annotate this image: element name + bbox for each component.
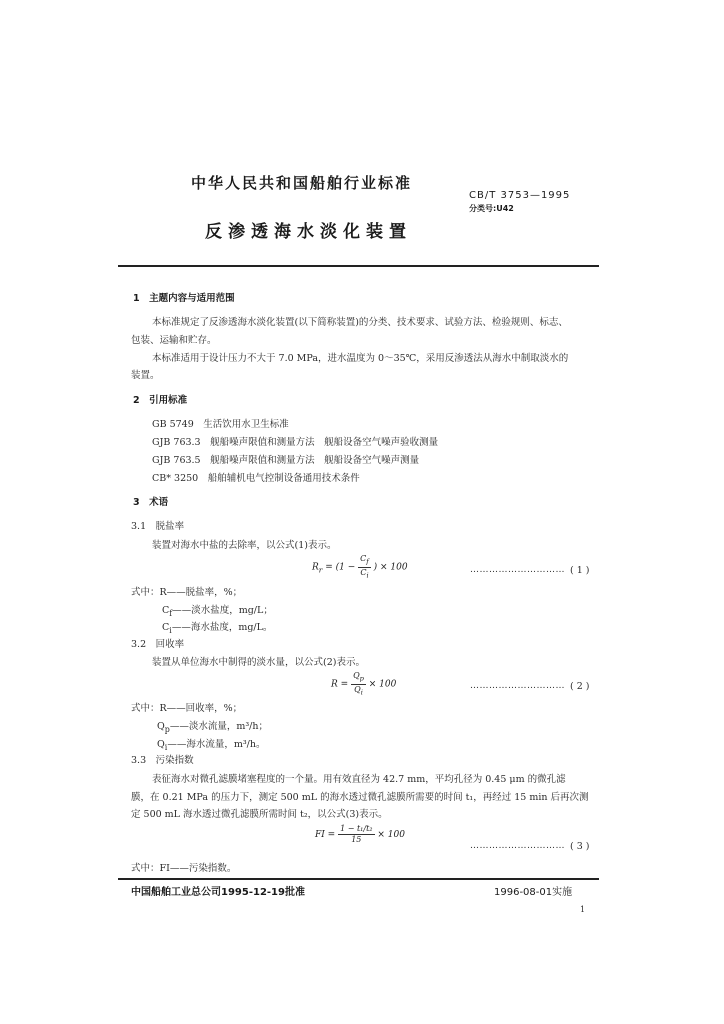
term-3-3-desc-b: 膜，在 0.21 MPa 的压力下，测定 500 mL 的海水透过微孔滤膜所需要的时间 t₁，再经过 15 min 后再次测: [131, 792, 589, 803]
formula-1-den: C: [360, 567, 367, 577]
formula-2-where-2: $Q_p——$淡水流量，m³/h；: [157, 721, 268, 734]
formula-2-where-3: $Q_i——$海水流量，m³/h。: [157, 739, 266, 752]
formula-1-fraction: [358, 554, 371, 580]
reference-item: GB 5749 生活饮用水卫生标准: [152, 419, 289, 430]
formula-1-where-3: $C_i——$海水盐度，mg/L。: [162, 622, 273, 635]
document-title: 反渗透海水淡化装置: [205, 222, 412, 242]
formula-2-num-sub: p: [359, 674, 364, 683]
formula-1-num: C: [360, 554, 367, 563]
section-1-para-2b: 装置。: [131, 370, 160, 381]
reference-item: CB* 3250 船舶辅机电气控制设备通用技术条件: [152, 473, 360, 484]
formula-1-leader: …………………………: [470, 565, 565, 575]
formula-3-num: 1 − t₁/t₂: [340, 824, 373, 833]
term-3-3-desc-c: 定 500 mL 海水透过微孔滤膜所需时间 t₂，以公式(3)表示。: [131, 809, 388, 820]
effective-date: 1996-08-01实施: [494, 887, 573, 898]
term-3-3-title: 3.3 污染指数: [131, 755, 194, 766]
classification-number: 分类号:U42: [469, 204, 514, 213]
approval-line: 中国船舶工业总公司1995-12-19批准: [131, 887, 305, 898]
formula-2-post: × 100: [368, 679, 397, 690]
formula-1-pre: = (1 −: [325, 562, 356, 573]
formula-1-number: ( 1 ): [570, 565, 590, 576]
formula-1-post: ) × 100: [373, 562, 408, 573]
term-3-3-desc-a: 表征海水对微孔滤膜堵塞程度的一个量。用有效直径为 42.7 mm，平均孔径为 0.45 μm 的微孔滤: [152, 774, 566, 785]
formula-3-lhs: FI =: [315, 830, 336, 840]
formula-3-number: ( 3 ): [570, 841, 590, 852]
formula-3-leader: …………………………: [470, 841, 565, 851]
reference-item: GJB 763.5 舰船噪声限值和测量方法 舰船设备空气噪声测量: [152, 455, 420, 466]
formula-2-number: ( 2 ): [570, 681, 590, 692]
formula-2-leader: …………………………: [470, 681, 565, 691]
formula-2-fraction: [351, 671, 366, 697]
formula-3-where-1: 式中：FI——污染指数。: [131, 863, 237, 874]
formula-2-den: Q: [354, 684, 361, 694]
reference-item: GJB 763.3 舰船噪声限值和测量方法 舰船设备空气噪声验收测量: [152, 437, 439, 448]
formula-1-den-sub: i: [366, 571, 369, 580]
formula-3-den: 15: [351, 835, 362, 844]
term-3-1-title: 3.1 脱盐率: [131, 521, 185, 532]
term-3-1-desc: 装置对海水中盐的去除率，以公式(1)表示。: [152, 540, 337, 551]
section-3-heading: 3 术语: [133, 497, 169, 508]
footer-rule: [118, 878, 599, 880]
term-3-2-title: 3.2 回收率: [131, 639, 185, 650]
formula-3-fraction: [338, 824, 374, 845]
formula-1-where-2: $C_f——$淡水盐度，mg/L；: [162, 605, 273, 618]
header-rule: [118, 265, 599, 267]
formula-1-num-sub: f: [366, 557, 369, 566]
formula-1-lhs-sub: r: [318, 565, 323, 575]
org-title: 中华人民共和国船舶行业标准: [191, 174, 413, 192]
section-1-para-2a: 本标准适用于设计压力不大于 7.0 MPa，进水温度为 0～35℃，采用反渗透法从海水中制取淡水的: [152, 353, 569, 364]
formula-2-num: Q: [353, 671, 360, 680]
page-number: 1: [580, 905, 586, 914]
formula-2-den-sub: i: [360, 688, 363, 697]
formula-2: [331, 671, 396, 697]
section-1-para-1a: 本标准规定了反渗透海水淡化装置(以下简称装置)的分类、技术要求、试验方法、检验规则、标志、: [152, 317, 568, 328]
formula-3: [315, 824, 405, 845]
formula-2-lhs: R =: [331, 679, 349, 690]
standard-number: CB/T 3753—1995: [469, 190, 571, 201]
formula-2-where-1: 式中：R——回收率，%；: [131, 703, 243, 714]
formula-1-lhs: R: [312, 562, 319, 573]
section-1-heading: 1 主题内容与适用范围: [133, 293, 235, 304]
section-1-para-1b: 包装、运输和贮存。: [131, 335, 217, 346]
section-2-heading: 2 引用标准: [133, 395, 188, 406]
formula-1: [312, 554, 408, 580]
formula-1-where-1: 式中：R——脱盐率，%；: [131, 587, 243, 598]
formula-3-post: × 100: [377, 830, 405, 840]
term-3-2-desc: 装置从单位海水中制得的淡水量，以公式(2)表示。: [152, 657, 365, 668]
